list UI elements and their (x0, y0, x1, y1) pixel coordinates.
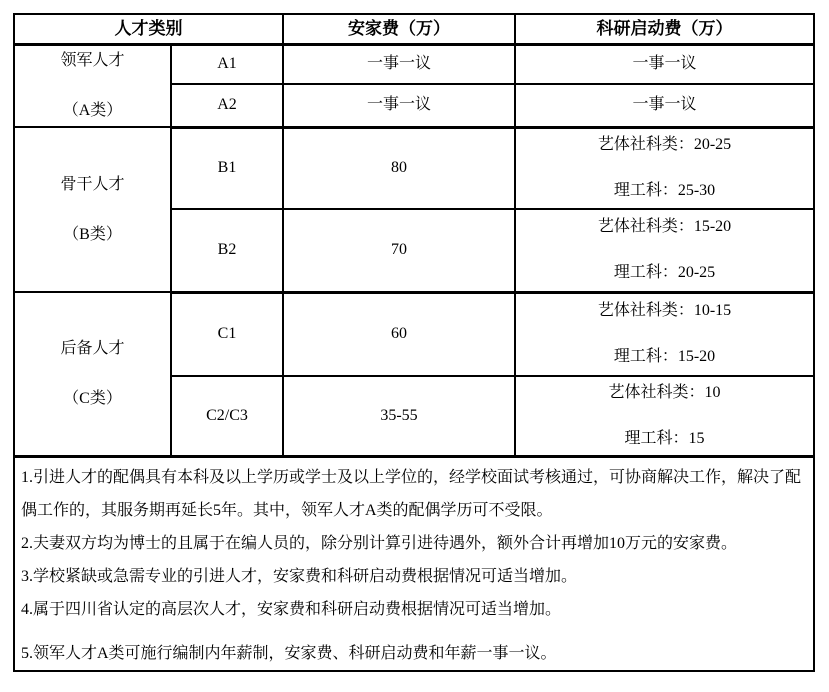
level-cell: A2 (171, 84, 283, 127)
group-category: （C类） (63, 389, 122, 407)
research-fund-line: 艺体社科类：20-25 (597, 136, 732, 154)
level-cell: B2 (171, 209, 283, 292)
level-cell: C1 (171, 292, 283, 376)
note-item-4: 4.属于四川省认定的高层次人才，安家费和科研启动费根据情况可适当增加。 (21, 600, 562, 618)
header-row (14, 14, 814, 44)
level-cell: B1 (171, 127, 283, 209)
header-talent-category: 人才类别 (14, 14, 283, 44)
group-category: （A类） (62, 101, 123, 119)
note-item-1: 1.引进人才的配偶具有本科及以上学历或学士及以上学位的，经学校面试考核通过，可协商解决工作，解决了配偶工作的，其服务期再延长5年。其中，领军人才A类的配偶学历可不受限。 (21, 468, 802, 519)
settling-fee-cell: 60 (283, 292, 515, 376)
note-item-3: 3.学校紧缺或急需专业的引进人才，安家费和科研启动费根据情况可适当增加。 (21, 567, 578, 585)
research-fund-line: 理工科：25-30 (613, 182, 716, 200)
table-row-b1 (14, 127, 814, 209)
header-research-fund: 科研启动费（万） (515, 14, 814, 44)
group-name-cell-c (14, 292, 171, 456)
research-fund-line: 理工科：20-25 (613, 264, 716, 282)
level-cell: C2/C3 (171, 376, 283, 456)
research-fund-cell (515, 127, 814, 209)
note-item-5: 5.领军人才A类可施行编制内年薪制，安家费、科研启动费和年薪一事一议。 (21, 644, 557, 662)
table-row-c1 (14, 292, 814, 376)
research-fund-cell (515, 209, 814, 292)
table-row-a1 (14, 44, 814, 84)
settling-fee-cell: 一事一议 (283, 44, 515, 84)
research-fund-line: 艺体社科类：10 (608, 383, 721, 401)
research-fund-line: 艺体社科类：15-20 (597, 218, 732, 236)
talent-benefits-table (13, 13, 815, 672)
settling-fee-cell: 35-55 (283, 376, 515, 456)
group-name: 后备人才 (60, 339, 125, 357)
group-name-cell-a (14, 44, 171, 127)
settling-fee-cell: 70 (283, 209, 515, 292)
research-fund-cell (515, 376, 814, 456)
group-name-cell-b (14, 127, 171, 292)
research-fund-cell (515, 44, 814, 84)
research-fund-line: 一事一议 (632, 55, 697, 73)
research-fund-cell (515, 84, 814, 127)
research-fund-line: 一事一议 (632, 96, 697, 114)
group-name: 领军人才 (60, 51, 125, 69)
level-cell: A1 (171, 44, 283, 84)
research-fund-cell (515, 292, 814, 376)
research-fund-line: 理工科：15 (624, 429, 705, 447)
notes-row (14, 456, 814, 671)
group-category: （B类） (63, 225, 122, 243)
notes-cell (14, 456, 814, 671)
research-fund-line: 理工科：15-20 (613, 348, 716, 366)
header-settling-fee: 安家费（万） (283, 14, 515, 44)
settling-fee-cell: 一事一议 (283, 84, 515, 127)
settling-fee-cell: 80 (283, 127, 515, 209)
group-name: 骨干人才 (60, 175, 125, 193)
research-fund-line: 艺体社科类：10-15 (597, 302, 732, 320)
note-item-2: 2.夫妻双方均为博士的且属于在编人员的，除分别计算引进待遇外，额外合计再增加10万元的安家费。 (21, 534, 738, 552)
